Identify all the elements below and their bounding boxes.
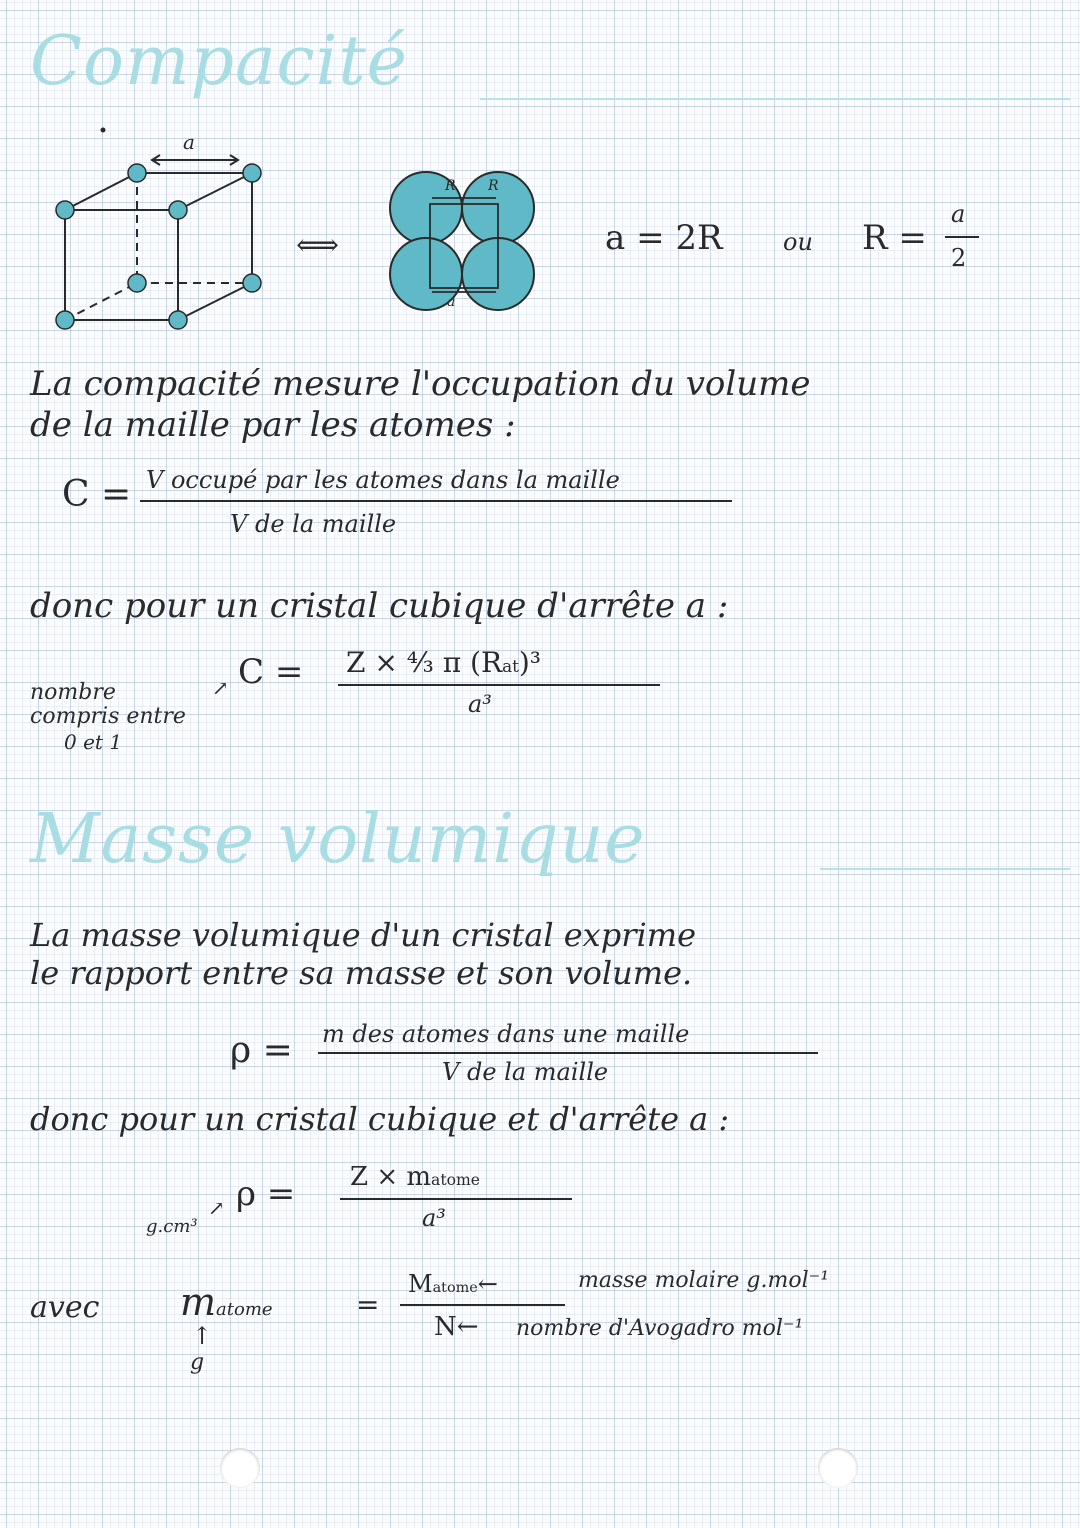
cubic-fraction-bar <box>338 684 660 686</box>
avec-den <box>434 1312 479 1342</box>
cubic-formula-num-end: )³ <box>518 646 541 679</box>
cubic-formula-num <box>346 646 541 679</box>
relation-num: a <box>951 200 966 228</box>
compacite-formula-den: V de la maille <box>230 510 397 538</box>
rho-cubic-den: a³ <box>422 1204 446 1232</box>
avec-word: avec <box>30 1290 100 1325</box>
cubic-formula-num-main: Z × ⁴⁄₃ π (R <box>346 646 503 679</box>
section-title-masse-volumique: Masse volumique <box>30 800 646 879</box>
relation-lhs: R = <box>862 218 927 258</box>
rho-unit-arrow: ↗ <box>208 1196 225 1220</box>
note-line2: compris entre <box>30 704 186 729</box>
rho-cubic-num-main: Z × m <box>350 1162 432 1192</box>
avec-num-arrow: ← <box>477 1270 498 1298</box>
compacite-fraction-bar <box>140 500 732 502</box>
compacite-formula-lhs: C = <box>62 474 132 515</box>
masse-definition-line2: le rapport entre sa masse et son volume. <box>30 954 693 992</box>
title-underline <box>480 98 1070 100</box>
rho-cubic-num <box>350 1162 480 1192</box>
avec-den-note: nombre d'Avogadro mol⁻¹ <box>516 1316 804 1341</box>
rho-cubic-lhs: ρ = <box>236 1174 296 1214</box>
cubic-formula-lhs: C = <box>238 652 304 692</box>
radius-label-2: R <box>488 178 499 194</box>
avec-num-note: masse molaire g.mol⁻¹ <box>578 1268 830 1293</box>
note-line3: 0 et 1 <box>64 730 123 754</box>
rho-unit: g.cm³ <box>146 1216 198 1237</box>
masse-cubic-intro: donc pour un cristal cubique et d'arrête a : <box>30 1100 730 1138</box>
rho-cubic-fraction-bar <box>340 1198 572 1200</box>
avec-fraction-bar <box>400 1304 565 1306</box>
bottom-label-a: a <box>447 294 456 310</box>
equivalence-arrow: ⟺ <box>296 228 340 263</box>
avec-den-main: N <box>434 1312 457 1342</box>
cubic-formula-num-sub: at <box>502 656 519 676</box>
four-spheres-diagram <box>378 168 558 318</box>
cubic-formula-den: a³ <box>468 690 492 718</box>
binder-hole-right <box>818 1448 858 1488</box>
rho-cubic-num-sub: atome <box>431 1171 481 1189</box>
avec-m-main: m <box>180 1280 217 1324</box>
note-arrow: ↗ <box>212 676 229 700</box>
rho-formula-num: m des atomes dans une maille <box>322 1020 690 1048</box>
rho-formula-den: V de la maille <box>442 1058 609 1086</box>
relation-den: 2 <box>951 244 967 272</box>
avec-m-sub: atome <box>216 1299 273 1320</box>
compacite-definition-line2: de la maille par les atomes : <box>30 405 516 445</box>
compacite-definition-line1: La compacité mesure l'occupation du volume <box>30 364 811 404</box>
relation-eq1: a = 2R <box>605 218 723 258</box>
compacite-cubic-intro: donc pour un cristal cubique d'arrête a : <box>30 586 729 626</box>
avec-num-main: M <box>408 1270 433 1298</box>
avec-den-arrow: ← <box>456 1312 479 1342</box>
radius-label-1: R <box>445 178 456 194</box>
avec-equals: = <box>356 1288 380 1321</box>
avec-arrow-up: ↑ <box>192 1322 213 1350</box>
rho-fraction-bar <box>318 1052 818 1054</box>
cubic-cell-diagram <box>40 125 280 340</box>
avec-num-sub: atome <box>432 1280 478 1296</box>
rho-formula-lhs: ρ = <box>230 1030 293 1071</box>
title-underline-2 <box>820 868 1070 870</box>
note-line1: nombre <box>30 680 116 705</box>
relation-or: ou <box>783 228 813 256</box>
avec-m <box>180 1280 273 1324</box>
section-title-compacite: Compacité <box>30 22 408 101</box>
masse-definition-line1: La masse volumique d'un cristal exprime <box>30 916 697 954</box>
edge-label-a: a <box>183 130 195 154</box>
avec-num <box>408 1270 498 1298</box>
binder-hole-left <box>220 1448 260 1488</box>
avec-m-unit: g <box>190 1350 205 1375</box>
compacite-formula-num: V occupé par les atomes dans la maille <box>146 466 620 494</box>
relation-fraction-bar <box>945 236 979 238</box>
